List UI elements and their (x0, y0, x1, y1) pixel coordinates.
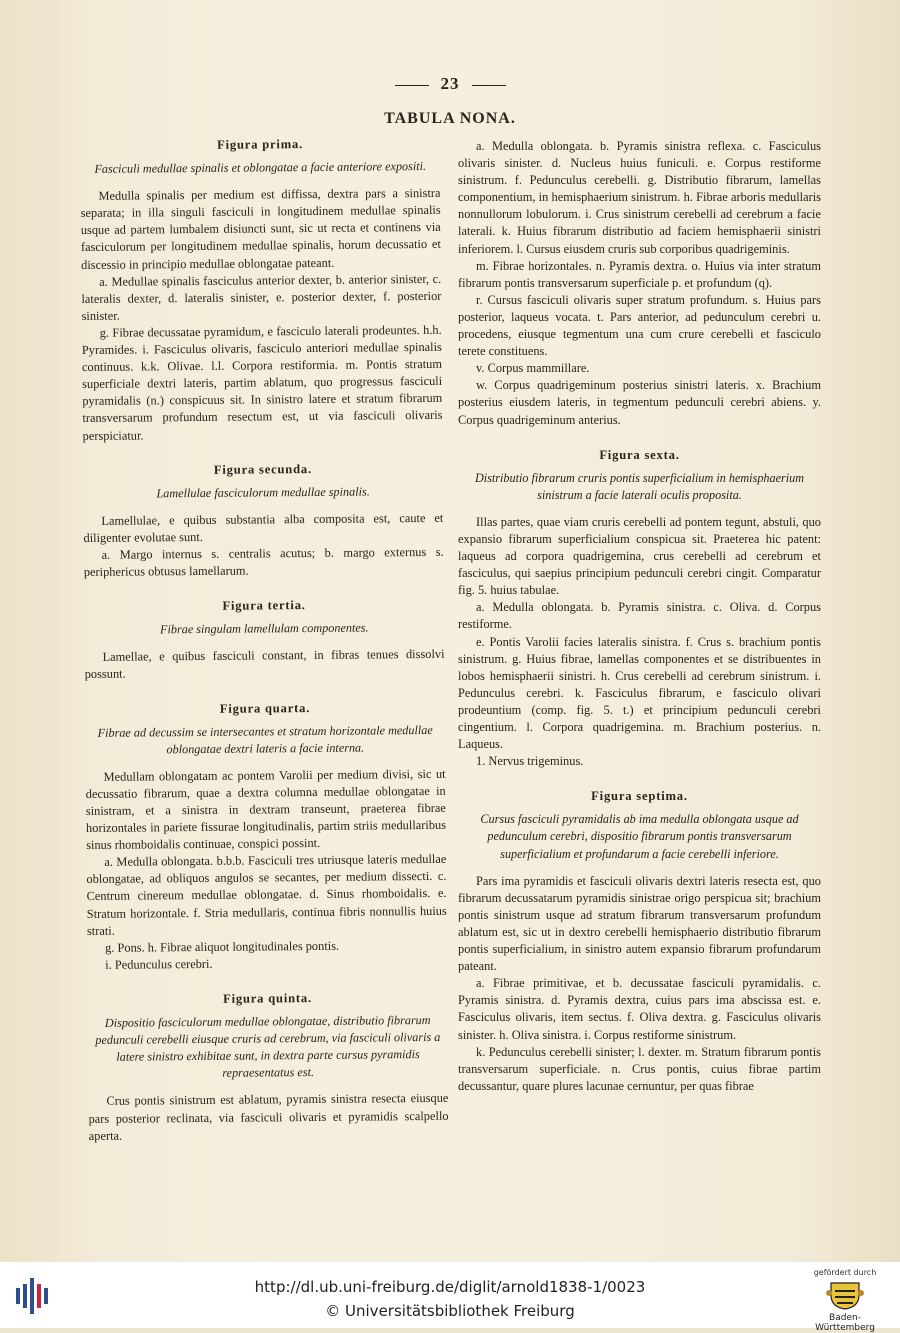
body-paragraph: Crus pontis sinistrum est ablatum, pyramis sinistra resecta eiusque pars posterior reclinata, via fasciculi olivaris et pyramidis scalpello aperta. (88, 1091, 449, 1143)
body-paragraph: g. Pons. h. Fibrae aliquot longitudinales pontis. (105, 938, 340, 955)
body-paragraph: a. Medulla oblongata. b. Pyramis sinistra reflexa. c. Fasciculus olivaris sinister. d. Nucleus huius funiculi. e. Corpus restiforme sinistrum. f. Pedunculus cerebelli. g. Distributio fibrarum, lamellas componentium, in hemisphaerium sinistrum. h. Fibrae arboris medullaris nonnullorum lobulorum. i. Crus sinistrum cerebelli ad cerebrum a facie laterali. k. Huius fibrarum distributio ad faciem hemisphaerii sinistri inferiorem. l. Cursus eiusdem cruris sub corporibus quadrigeminis. (458, 139, 821, 256)
section-subtitle: Lamellulae fasciculorum medullae spinalis. (156, 484, 370, 501)
body-paragraph: Pars ima pyramidis et fasciculi olivaris dextri lateris resecta est, quo fibrarum decussatarum pyramidis sinistrae origo perspicua sit; brachium pontis sinistrum usque ad stratum fibrarum transversarum profundum ablatum est, sic ut in dextro cerebelli hemisphaerio distributio fibrarum pontis superficialium, in sinistro autem expansio fibrarum profundarum pateant. (458, 873, 821, 974)
section-heading: Figura tertia. (222, 598, 306, 613)
copyright-notice: © Universitätsbibliothek Freiburg (325, 1302, 575, 1320)
right-column (458, 138, 821, 1113)
figure-section (458, 138, 821, 429)
figure-section (83, 459, 444, 581)
body-paragraph: g. Fibrae decussatae pyramidum, e fasciculo laterali prodeuntes. h.h. Pyramides. i. Fasciculus olivaris, fasciculo anteriori medullae spinalis continuus. k.k. Olivae. l.l. Corpora restiformia. m. Pontis stratum superficiale dextri lateris, partim ablatum, quo progressus fasciculi pyramidalis (n.) conspicuus sit. In sinistro latere et stratum fibrarum transversarum profundum resectum est, ut via fasciculi olivaris perspiciatur. (81, 322, 443, 443)
left-column (80, 135, 449, 1163)
figure-section (80, 135, 443, 445)
figure-section (458, 447, 821, 771)
footer-bar (0, 1262, 900, 1333)
section-heading: Figura septima. (591, 789, 688, 804)
section-subtitle: Dispositio fasciculorum medullae oblongatae, distributio fibrarum pedunculi cerebelli eiusque cruris ad cerebrum, via fasciculi olivaris a latere sinistro exhibitae sunt, in dextra parte cursus pyramidis repraesentatus est. (95, 1013, 441, 1081)
figure-section (87, 989, 448, 1145)
figure-section (84, 596, 445, 684)
body-paragraph: Lamellulae, e quibus substantia alba composita est, caute et diligenter evolutae sunt. (83, 510, 444, 545)
section-heading: Figura quinta. (223, 990, 313, 1006)
body-paragraph: v. Corpus mammillare. (476, 361, 590, 376)
body-paragraph: r. Cursus fasciculi olivaris super stratum profundum. s. Huius pars posterior, laqueus vocata. t. Pars anterior, ad pedunculum cerebri u. procedens, eiusque tegmentum una cum crure cerebelli et fasciculo terete constituens. (458, 292, 821, 359)
body-paragraph: e. Pontis Varolii facies lateralis sinistra. f. Crus s. brachium pontis sinistrum. g. Huius fibrae, lamellas componentes et se distribuentes in lobos hemisphaerii sinistri. h. Crus cerebelli ad cerebrum sinistrum. i. Pedunculus cerebri. k. Fasciculus fibrarum, e fasciculo olivari prodeuntium (comp. fig. 5. t.) et principium pedunculi cerebri cingentium. l. Corpora quadrigemina. m. Brachium posterius. n. Laqueus. (458, 634, 821, 752)
funding-name: Baden-Württemberg (815, 1313, 875, 1333)
section-subtitle: Distributio fibrarum cruris pontis superficialium in hemisphaerium sinistrum a facie laterali oculis proposita. (474, 470, 805, 502)
section-subtitle: Fasciculi medullae spinalis et oblongatae a facie anteriore expositi. (94, 159, 427, 176)
figure-section (458, 788, 821, 1095)
body-paragraph: m. Fibrae horizontales. n. Pyramis dextra. o. Huius via inter stratum fibrarum pontis transversarum superficiale p. et profundum (q). (458, 258, 821, 290)
body-paragraph: 1. Nervus trigeminus. (476, 754, 584, 769)
section-subtitle: Cursus fasciculi pyramidalis ab ima medulla oblongata usque ad pedunculum cerebri, dispositio fibrarum pontis transversarum superficialium et profundarum a facie cerebelli inferiore. (480, 812, 799, 861)
funding-block (800, 1268, 890, 1333)
section-heading: Figura secunda. (213, 461, 312, 477)
body-paragraph: a. Medulla oblongata. b. Pyramis sinistra. c. Oliva. d. Corpus restiforme. (458, 600, 821, 632)
body-paragraph: Medulla spinalis per medium est diffissa, dextra pars a sinistra separata; in illa singuli fasciculi in longitudinem medullae spinalis usque ad partem lumbalem disiuncti sunt, sic ut recta et continens via fasciculorum per longitudinem medullae spinalis, horum decussatio et discessio in principio medullae oblongatae pateant. (80, 186, 442, 272)
body-paragraph: i. Pedunculus cerebri. (105, 956, 213, 972)
section-heading: Figura sexta. (599, 447, 680, 462)
coat-of-arms-icon (825, 1279, 865, 1311)
section-heading: Figura prima. (217, 137, 304, 152)
page-number (0, 74, 900, 94)
body-paragraph: a. Fibrae primitivae, et b. decussatae fasciculi pyramidalis. c. Pyramis sinistra. d. Pyramis dextra, cuius pars ima abscissa est. e. Fasciculus olivaris, item sectus. f. Oliva dextra. g. Fasciculus olivaris sinister. h. Oliva sinistra. i. Corpus restiforme sinistrum. (458, 976, 821, 1042)
body-paragraph: Illas partes, quae viam cruris cerebelli ad pontem tegunt, abstuli, quo expansio fibrarum superficialium conspicua sit. Praeterea hic patent: laqueus ad corpora quadrigemina, crus cerebelli ad cerebrum et fasciculus, qui saepius principium pedunculi cerebri cingit. Comparatur fig. 5. huius tabulae. (458, 514, 821, 598)
page-number-rule-left (395, 85, 429, 86)
body-paragraph: a. Margo internus s. centralis acutus; b. margo externus s. periphericus obtusus lamellarum. (83, 544, 444, 580)
body-paragraph: a. Medulla oblongata. b.b.b. Fasciculi tres utriusque lateris medullae oblongatae, ad obliquos angulos se secantes, per medium dissecti. c. Centrum cinereum medullae oblongatae. d. Sinus rhomboidalis. e. Stratum horizontale. f. Stria medullaris, continua fibris nonnullis huius strati. (86, 852, 447, 938)
section-heading: Figura quarta. (219, 700, 311, 716)
section-subtitle: Fibrae singulam lamellulam componentes. (159, 620, 369, 637)
page-number-rule-right (472, 85, 506, 86)
document-url[interactable]: http://dl.ub.uni-freiburg.de/diglit/arnold1838-1/0023 (254, 1278, 646, 1296)
figure-section (85, 698, 447, 974)
body-paragraph: Medullam oblongatam ac pontem Varolii per medium divisi, sic ut decussatio fibrarum, quae a dextra columna medullae oblongatae in sinistram, et a sinistra in dextram transeunt, praeterea fibrae horizontales in pariete fissurae longitudinalis, partim striis medullaribus sinus rhomboidalis continuae, conspici possint. (85, 766, 447, 853)
body-paragraph: a. Medullae spinalis fasciculus anterior dexter, b. anterior sinister, c. lateralis dexter, d. lateralis sinister, e. posterior dexter, f. posterior sinister. (81, 271, 442, 323)
page-number-text: 23 (440, 74, 460, 93)
section-subtitle: Fibrae ad decussim se intersecantes et stratum horizontale medullae oblongatae dextri lateris a facie interna. (97, 722, 433, 756)
body-paragraph: k. Pedunculus cerebelli sinister; l. dexter. m. Stratum fibrarum pontis transversarum superficiale. n. Crus pontis, cuius fibrae partim decussantur, quare plures lacunae cernuntur, per quas fibrae (458, 1044, 821, 1093)
body-paragraph: w. Corpus quadrigeminum posterius sinistri lateris. x. Brachium posterius eiusdem lateris, in tegmentum pedunculi cerebri abiens. y. Corpus quadrigeminum anterius. (458, 378, 821, 427)
funding-label: gefördert durch (813, 1268, 877, 1277)
body-paragraph: Lamellae, e quibus fasciculi constant, in fibras tenues dissolvi possunt. (84, 647, 445, 682)
page-title: TABULA NONA. (384, 110, 516, 127)
